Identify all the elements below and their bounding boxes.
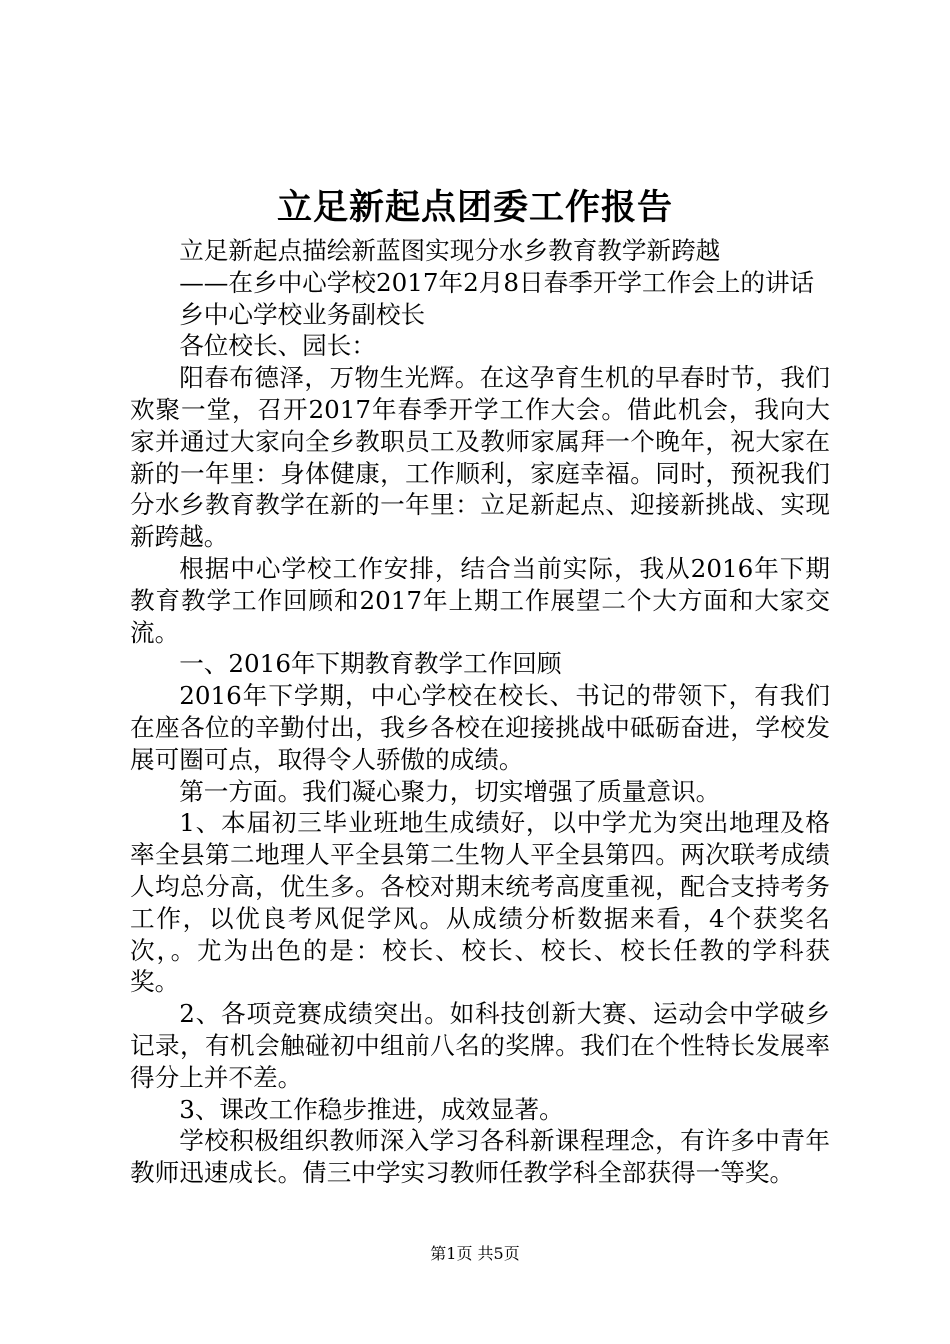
section-heading-review: 一、2016年下期教育教学工作回顾: [179, 649, 562, 679]
paragraph-item-3: 3、课改工作稳步推进，成效显著。: [179, 1094, 564, 1124]
paragraph-curriculum: 学校积极组织教师深入学习各科新课程理念，有许多中青年教师迅速成长。倩三中学实习教师任教学科全部获得一等奖。: [130, 1126, 830, 1188]
paragraph-first-aspect: 第一方面。我们凝心聚力，切实增强了质量意识。: [179, 776, 721, 806]
paragraph-salutation: 各位校长、园长：: [179, 331, 376, 361]
document-body: [130, 235, 830, 1189]
paragraph-outline: 根据中心学校工作安排，结合当前实际，我从2016年下期教育教学工作回顾和2017年上期工作展望二个大方面和大家交流。: [130, 553, 830, 647]
document-title: 立足新起点团委工作报告: [276, 187, 673, 228]
paragraph-subtitle: 立足新起点描绘新蓝图实现分水乡教育教学新跨越: [179, 236, 721, 265]
paragraph-opening: 阳春布德泽，万物生光辉。在这孕育生机的早春时节，我们欢聚一堂，召开2017年春季开学工作大会。借此机会，我向大家并通过大家向全乡教职员工及教师家属拜一个晚年，祝大家在新的一年里：身体健康，工作顺利，家庭幸福。同时，预祝我们分水乡教育教学在新的一年里：立足新起点、迎接新挑战、实现新跨越。: [130, 363, 830, 552]
paragraph-item-2: 2、各项竞赛成绩突出。如科技创新大赛、运动会中学破乡记录，有机会触碰初中组前八名的奖牌。我们在个性特长发展率得分上并不差。: [130, 999, 830, 1092]
page-footer: 第1页 共5页: [430, 1244, 520, 1263]
paragraph-occasion: ——在乡中心学校2017年2月8日春季开学工作会上的讲话: [179, 267, 815, 297]
paragraph-speaker: 乡中心学校业务副校长: [179, 299, 426, 329]
paragraph-item-1: 1、本届初三毕业班地生成绩好，以中学尤为突出地理及格率全县第二地理人平全县第二生物人平全县第四。两次联考成绩人均总分高，优生多。各校对期末统考高度重视，配合支持考务工作，以优良考风促学风。从成绩分析数据来看，4个获奖名次，。尤为出色的是：校长、校长、校长、校长任教的学科获奖。: [130, 808, 830, 997]
paragraph-review-intro: 2016年下学期，中心学校在校长、书记的带领下，有我们在座各位的辛勤付出，我乡各校在迎接挑战中砥砺奋进，学校发展可圈可点，取得令人骄傲的成绩。: [130, 681, 830, 774]
